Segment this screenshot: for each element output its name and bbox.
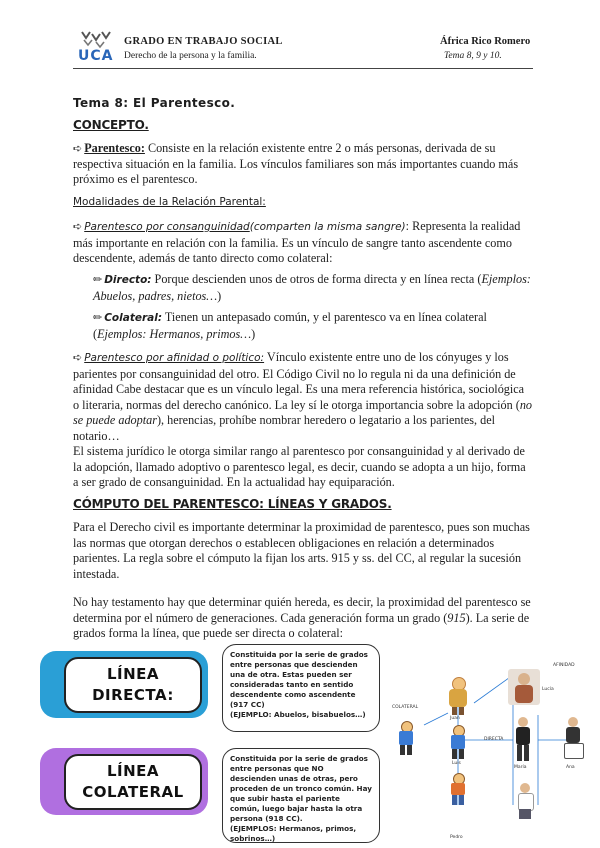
degree-title: GRADO EN TRABAJO SOCIAL [124,36,283,47]
person-maria-photo [506,715,540,763]
family-diagram [388,655,593,845]
computo-p2-a: No hay testamento hay que determinar quién hereda, es decir, la proximidad del parentesco se determina por el número de generaciones. Cada generación forma un grado ( [73,595,531,625]
label-directa: DIRECTA [484,737,504,742]
linea-directa-desc-text: Constituida por la serie de grados entre personas que descienden una de otra. Estas pueden ser consideradas tanto en sentido descendente como ascendente (917 CC) [230,650,368,709]
afinidad-text-2: ), herencias, prohíbe nombrar heredero o legatario a los parientes, del notario… [73,413,496,443]
person-right-photo [558,715,588,759]
afinidad-paragraph [73,350,533,444]
linea-colateral-word-1: LÍNEA [106,762,160,780]
linea-directa-example: (EJEMPLO: Abuelos, bisabuelos…) [230,710,366,719]
arrow-icon: ➪ [73,351,83,364]
linea-colateral-description [222,748,380,843]
computo-paragraph-2 [73,595,533,642]
linea-colateral-label [64,754,202,810]
computo-p2-ref: 915 [447,610,466,625]
colateral-close: ) [251,326,256,341]
sistema-juridico-paragraph: El sistema jurídico le otorga similar rango al parentesco por consanguinidad y al derivado de la adopción, llamado adoptivo o parentesco legal, es decir, cuando se adopta a un hijo, forma a ser grado de consanguinidad. En la actualidad hay equiparación. [73,444,526,489]
person-bottom-photo [512,781,538,821]
directo-example: Ejemplos: Abuelos, padres, nietos… [93,272,531,303]
person-juan-figure [444,677,472,715]
person-pedro-figure [448,773,468,805]
consanguinidad-term: Parentesco por consanguinidad [84,221,250,233]
linea-directa-word-1: LÍNEA [106,665,160,683]
directo-close: ) [217,288,222,303]
linea-colateral-example: (EJEMPLOS: Hermanos, primos, sobrinos…) [230,824,357,843]
arrow-icon: ➪ [73,220,83,233]
header [0,0,600,80]
afinidad-italic: no se puede adoptar [73,397,533,427]
consanguinidad-text: : Representa la realidad más importante en relación con la familia. Es un vínculo de sangre tanto ascendente como descendente, además de tanto directo como colateral: [73,219,521,265]
label-pedro: Pedro [450,835,463,840]
linea-directa-word-2: DIRECTA: [92,686,174,704]
concepto-heading: CONCEPTO. [73,118,149,132]
colateral-term: Colateral: [104,312,163,324]
computo-p2-b: ). La serie de grados forma la línea, que puede ser directa o colateral: [73,610,530,640]
page-title: Tema 8: El Parentesco. [73,96,236,110]
logo-text: UCA [78,48,114,64]
parentesco-term: Parentesco: [84,141,145,155]
concepto-text: Consiste en la relación existente entre 2 o más personas, derivada de su respectiva situación en la familia. Los vínculos familiares son más importantes cuando más próximo es el parentesco. [73,141,519,186]
subject-name: Derecho de la persona y la familia. [124,51,257,61]
colateral-example: Ejemplos: Hermanos, primos… [97,326,252,341]
concepto-paragraph [73,141,533,188]
label-luis: Luis [452,761,461,766]
topics: Tema 8, 9 y 10. [444,51,502,61]
colateral-text: Tienen un antepasado común, y el parentesco va en línea colateral ( [93,310,487,341]
label-juan: Juan [450,716,460,721]
directo-text: Porque descienden unos de otros de forma directa y en línea recta ( [151,272,482,286]
afinidad-text-1: Vínculo existente entre uno de los cónyuges y los parientes por consanguinidad del otro. El Código Civil no lo regula ni da una definición de afinidad Cabe destacar que es un vínculo legal. Es una mera referencia histórica, sociológica o literaria, normas del derecho canónico. La ley sí le otorga importancia sobre la adopción ( [73,350,525,412]
computo-paragraph-1: Para el Derecho civil es importante determinar la proximidad de parentesco, pues son muchas las normas que otorgan derechos o establecen obligaciones en relación a determinados parientes. La regla sobre el cómputo la fijan los arts. 915 y ss. del CC, al regular la sucesión intestada. [73,520,530,581]
pencil-icon: ✏ [93,273,103,286]
label-ana: Ana [566,765,575,770]
person-colateral-figure [396,721,416,755]
person-lucia-photo [508,669,540,705]
linea-directa-label [64,657,202,713]
label-maria: María [514,765,527,770]
colateral-paragraph [93,310,533,342]
author-name: África Rico Romero [440,36,531,47]
linea-colateral-desc-text: Constituida por la serie de grados entre personas que NO descienden unas de otras, pero proceden de un tronco común. Hay que subir hasta el pariente común, luego bajar hasta la otra persona (918 CC). [230,754,372,823]
pencil-icon: ✏ [93,311,103,324]
modalidades-heading: Modalidades de la Relación Parental: [73,196,266,208]
label-colateral: COLATERAL [392,705,419,710]
label-afinidad: AFINIDAD [553,663,575,668]
label-lucia: Lucía [542,687,554,692]
header-divider [73,68,533,69]
arrow-icon: ➪ [73,142,83,155]
consanguinidad-paragraph [73,219,533,267]
person-luis-figure [448,725,468,759]
afinidad-term: Parentesco por afinidad o político: [84,352,265,364]
linea-colateral-word-2: COLATERAL [82,783,184,801]
directo-term: Directo: [104,274,152,286]
directo-paragraph [93,272,533,304]
linea-directa-description [222,644,380,732]
computo-heading: CÓMPUTO DEL PARENTESCO: LÍNEAS Y GRADOS. [73,497,392,511]
consanguinidad-paren: (comparten la misma sangre) [249,221,406,233]
